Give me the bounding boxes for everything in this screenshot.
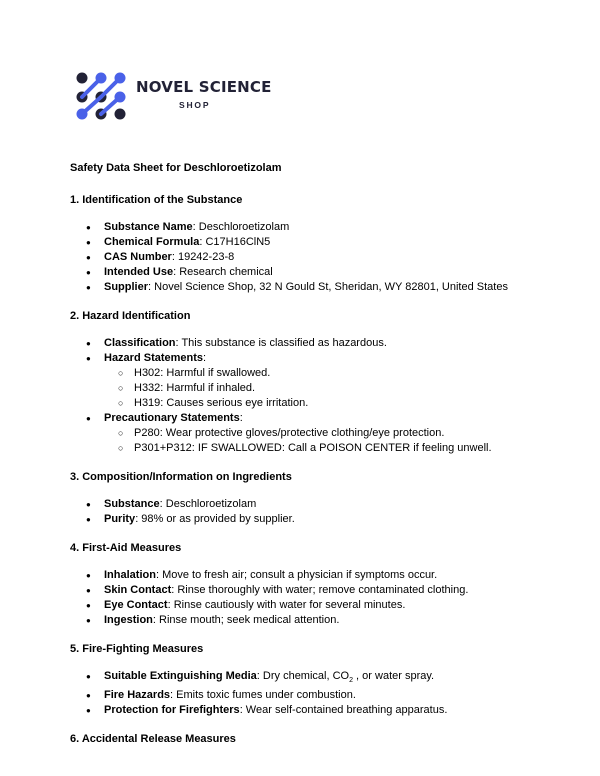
item-value: : Emits toxic fumes under combustion.	[170, 689, 356, 702]
item-label: Precautionary Statements	[104, 412, 240, 424]
item-label: Classification	[104, 337, 176, 349]
item-label: Hazard Statements	[104, 352, 204, 364]
sub-list-item: ○ P280: Wear protective gloves/protective clothing/eye protection.	[104, 426, 540, 441]
list-item	[70, 250, 540, 265]
sub-list-item: ○ H319: Causes serious eye irritation.	[104, 396, 540, 411]
item-value: : Deschloroetizolam	[192, 221, 290, 233]
sub-list-item: ○ H302: Harmful if swallowed.	[104, 366, 540, 381]
list-item	[70, 411, 540, 456]
item-label: Ingestion	[104, 614, 153, 626]
list-item	[70, 703, 540, 718]
item-label: Chemical Formula	[104, 236, 200, 248]
list-item	[70, 583, 540, 598]
item-value: : 19242-23-8	[171, 251, 235, 263]
sub-list-item: ○ H332: Harmful if inhaled.	[104, 381, 540, 396]
item-label: Eye Contact	[104, 599, 168, 611]
item-label: Suitable Extinguishing Media	[104, 670, 257, 682]
item-label: Supplier	[104, 281, 149, 293]
item-value: : Novel Science Shop, 32 N Gould St, Sheridan, WY 82801, United States	[148, 281, 508, 293]
item-label: Purity	[104, 513, 136, 525]
list-item	[70, 688, 540, 703]
item-value: : Move to fresh air; consult a physician if symptoms occur.	[155, 569, 438, 581]
item-value: : C17H16ClN5	[199, 236, 271, 248]
identification-list	[70, 220, 540, 295]
list-item	[70, 497, 540, 512]
sub-list-item: ○ P301+P312: IF SWALLOWED: Call a POISON CENTER if feeling unwell.	[104, 441, 540, 456]
section-heading-fire-fighting: 5. Fire-Fighting Measures	[70, 643, 204, 655]
hazard-list	[70, 336, 540, 456]
list-item	[70, 336, 540, 351]
item-label: Substance	[104, 498, 160, 510]
logo-subtitle: SHOP	[179, 100, 211, 110]
list-item	[70, 613, 540, 628]
list-item	[70, 235, 540, 250]
item-value: : Wear self-contained breathing apparatus.	[239, 704, 448, 717]
item-label: Skin Contact	[104, 584, 172, 596]
list-item	[70, 598, 540, 613]
list-item	[70, 669, 540, 688]
list-item	[70, 351, 540, 411]
item-value: : Rinse mouth; seek medical attention.	[152, 614, 340, 626]
section-heading-composition: 3. Composition/Information on Ingredients	[70, 471, 292, 483]
item-value-tail: , or water spray.	[353, 670, 435, 682]
item-label: Fire Hazards	[104, 689, 171, 702]
item-value: :	[239, 412, 243, 424]
item-label: Substance Name	[104, 221, 193, 233]
item-value: :	[203, 352, 207, 364]
item-value: : Rinse cautiously with water for several minutes.	[167, 599, 406, 611]
section-heading-first-aid: 4. First-Aid Measures	[70, 542, 182, 554]
list-item	[70, 512, 540, 527]
brand-logo	[74, 70, 272, 120]
item-value: : 98% or as provided by supplier.	[135, 513, 295, 525]
fire-fighting-list	[70, 669, 540, 718]
section-heading-accidental-release: 6. Accidental Release Measures	[70, 733, 236, 746]
hazard-statements-list	[104, 366, 540, 411]
list-item	[70, 265, 540, 280]
document-title: Safety Data Sheet for Deschloroetizolam	[70, 162, 282, 174]
subscript: 2	[349, 677, 353, 685]
list-item	[70, 220, 540, 235]
item-label: Intended Use	[104, 266, 174, 278]
molecule-logo-icon	[74, 70, 130, 120]
item-value: : Research chemical	[173, 266, 273, 278]
section-heading-hazard: 2. Hazard Identification	[70, 310, 191, 322]
item-label: Protection for Firefighters	[104, 704, 240, 717]
precautionary-statements-list	[104, 426, 540, 456]
item-label: CAS Number	[104, 251, 172, 263]
item-label: Inhalation	[104, 569, 156, 581]
item-value: : Dry chemical, CO	[256, 670, 350, 682]
section-heading-identification: 1. Identification of the Substance	[70, 194, 243, 206]
composition-list	[70, 497, 540, 527]
item-value: : Rinse thoroughly with water; remove contaminated clothing.	[171, 584, 469, 596]
sds-document	[70, 160, 540, 759]
item-value: : This substance is classified as hazardous.	[175, 337, 387, 349]
logo-wordmark: NOVEL SCIENCE	[136, 78, 272, 96]
list-item	[70, 280, 540, 295]
first-aid-list	[70, 568, 540, 628]
item-value: : Deschloroetizolam	[159, 498, 257, 510]
list-item	[70, 568, 540, 583]
